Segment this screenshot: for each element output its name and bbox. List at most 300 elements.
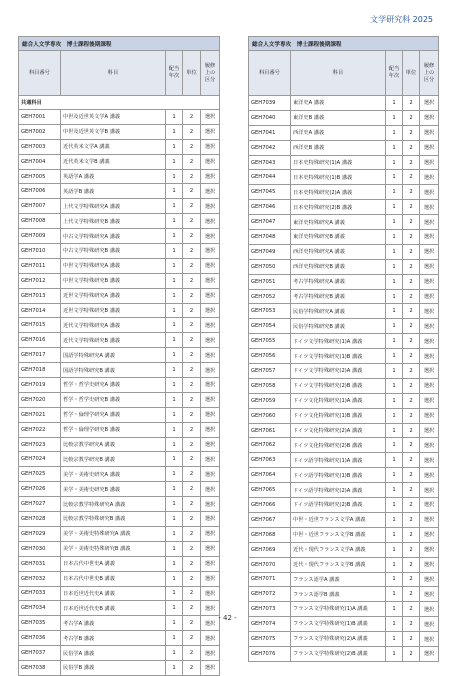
course-code: GEH7058 [249,378,291,393]
course-credits: 2 [183,631,201,646]
table-row [249,96,439,111]
course-requirement: 選択 [420,259,439,274]
course-name: 近代文学特殊研究B 講義 [61,333,166,348]
course-code: GEH7034 [19,601,61,616]
table-row [249,259,439,274]
course-year: 1 [386,185,403,200]
course-year: 1 [166,631,183,646]
column-header-year: 配当年次 [386,51,403,96]
course-requirement: 選択 [201,258,220,273]
course-code: GEH7054 [249,319,291,334]
course-name: 美学・美術史研究A 講義 [61,467,166,482]
table-row [19,124,220,139]
course-name: 東洋史特殊研究A 講義 [291,215,386,230]
course-year: 1 [166,482,183,497]
table-row [249,155,439,170]
course-code: GEH7023 [19,437,61,452]
course-credits: 2 [403,527,420,542]
course-name: 近代英米文学B 講義 [61,154,166,169]
course-requirement: 選択 [201,169,220,184]
course-name: 東洋史特殊研究B 講義 [291,230,386,245]
course-code: GEH7066 [249,498,291,513]
course-code: GEH7024 [19,452,61,467]
course-requirement: 選択 [420,632,439,647]
course-requirement: 選択 [420,572,439,587]
table-row [19,646,220,661]
page-number: - 42 - [218,614,237,622]
course-requirement: 選択 [201,407,220,422]
course-requirement: 選択 [420,304,439,319]
table-row [19,526,220,541]
table-row [249,110,439,125]
table-row [249,557,439,572]
section-label: 共通科目 [19,96,220,110]
course-name: フランス語学A 講義 [291,572,386,587]
table-row [249,215,439,230]
course-year: 1 [166,229,183,244]
course-requirement: 選択 [201,318,220,333]
course-credits: 2 [403,587,420,602]
course-code: GEH7056 [249,349,291,364]
course-credits: 2 [403,140,420,155]
course-requirement: 選択 [201,124,220,139]
course-name: 日本近世近代史A 講義 [61,586,166,601]
course-code: GEH7075 [249,632,291,647]
course-code: GEH7018 [19,363,61,378]
course-year: 1 [166,169,183,184]
course-name: 西洋史A 講義 [291,125,386,140]
course-name: ドイツ語学特殊研究(1)B 講義 [291,468,386,483]
table-row [249,587,439,602]
course-requirement: 選択 [201,244,220,259]
course-code: GEH7065 [249,483,291,498]
course-requirement: 選択 [420,602,439,617]
course-code: GEH7039 [249,96,291,111]
course-credits: 2 [183,571,201,586]
course-code: GEH7010 [19,244,61,259]
course-code: GEH7076 [249,646,291,661]
table-row [249,349,439,364]
course-year: 1 [166,660,183,675]
course-year: 1 [386,483,403,498]
course-requirement: 選択 [201,392,220,407]
course-requirement: 選択 [201,139,220,154]
course-name: フランス文学特殊研究(2)B 講義 [291,646,386,661]
course-credits: 2 [403,438,420,453]
course-year: 1 [166,139,183,154]
course-requirement: 選択 [420,378,439,393]
course-year: 1 [166,318,183,333]
table-row [19,512,220,527]
course-code: GEH7052 [249,289,291,304]
course-code: GEH7060 [249,408,291,423]
course-requirement: 選択 [201,571,220,586]
course-name: 中世・近世フランス文学B 講義 [291,527,386,542]
course-name: 哲学・哲学史研究A 講義 [61,378,166,393]
course-code: GEH7072 [249,587,291,602]
course-name: ドイツ語学特殊研究(2)A 講義 [291,483,386,498]
course-requirement: 選択 [201,601,220,616]
course-credits: 2 [403,364,420,379]
table-title: 総合人文学専攻 博士課程後期課程 [19,37,220,51]
course-code: GEH7006 [19,184,61,199]
course-name: 考古学特殊研究A 講義 [291,274,386,289]
course-credits: 2 [183,437,201,452]
course-year: 1 [166,526,183,541]
course-requirement: 選択 [201,378,220,393]
course-year: 1 [386,542,403,557]
course-requirement: 選択 [420,125,439,140]
course-code: GEH7015 [19,318,61,333]
table-row [19,437,220,452]
table-row [249,378,439,393]
course-year: 1 [386,393,403,408]
course-requirement: 選択 [201,199,220,214]
course-requirement: 選択 [420,408,439,423]
course-credits: 2 [183,556,201,571]
course-requirement: 選択 [201,556,220,571]
column-header-subject: 科目 [61,51,166,96]
course-year: 1 [166,348,183,363]
table-row [249,498,439,513]
course-year: 1 [386,423,403,438]
course-credits: 2 [403,483,420,498]
course-requirement: 選択 [420,498,439,513]
course-requirement: 選択 [420,542,439,557]
course-name: 近代英米文学A 講義 [61,139,166,154]
table-row [249,632,439,647]
course-requirement: 選択 [201,333,220,348]
table-row [249,364,439,379]
course-requirement: 選択 [201,422,220,437]
course-code: GEH7022 [19,422,61,437]
table-row [19,318,220,333]
table-header-row [19,51,220,96]
course-code: GEH7017 [19,348,61,363]
course-year: 1 [166,407,183,422]
course-year: 1 [386,289,403,304]
course-name: 日本近世近代史B 講義 [61,601,166,616]
course-name: 国語学特殊研究B 講義 [61,363,166,378]
table-row [249,185,439,200]
course-year: 1 [386,110,403,125]
course-code: GEH7009 [19,229,61,244]
course-name: ドイツ文学特殊研究(2)A 講義 [291,364,386,379]
course-year: 1 [386,527,403,542]
course-name: 考古学A 講義 [61,616,166,631]
course-year: 1 [386,587,403,602]
course-name: 日本史特殊研究(2)B 講義 [291,200,386,215]
table-row [249,483,439,498]
course-code: GEH7044 [249,170,291,185]
table-row [19,407,220,422]
course-requirement: 選択 [201,497,220,512]
course-name: 近代・現代フランス文学B 講義 [291,557,386,572]
course-credits: 2 [183,244,201,259]
course-code: GEH7035 [19,616,61,631]
course-code: GEH7028 [19,512,61,527]
table-row [249,423,439,438]
table-row [249,244,439,259]
course-year: 1 [166,571,183,586]
course-credits: 2 [183,199,201,214]
course-code: GEH7051 [249,274,291,289]
course-credits: 2 [403,170,420,185]
column-header-requirement: 履修上の区分 [420,51,439,96]
course-requirement: 選択 [420,468,439,483]
course-credits: 2 [403,617,420,632]
course-requirement: 選択 [420,617,439,632]
course-name: 近世文学特殊研究A 講義 [61,288,166,303]
course-credits: 2 [183,616,201,631]
course-code: GEH7062 [249,438,291,453]
table-row [19,452,220,467]
course-name: 哲学・倫理学研究B 講義 [61,422,166,437]
course-requirement: 選択 [201,154,220,169]
course-credits: 2 [403,200,420,215]
course-credits: 2 [403,155,420,170]
course-credits: 2 [183,452,201,467]
course-year: 1 [166,512,183,527]
course-year: 1 [166,273,183,288]
course-name: 民俗学特殊研究A 講義 [291,304,386,319]
course-credits: 2 [183,422,201,437]
course-requirement: 選択 [420,334,439,349]
course-year: 1 [166,422,183,437]
course-requirement: 選択 [420,349,439,364]
course-code: GEH7061 [249,423,291,438]
course-requirement: 選択 [420,423,439,438]
course-requirement: 選択 [420,274,439,289]
course-credits: 2 [183,660,201,675]
course-code: GEH7036 [19,631,61,646]
course-name: 東洋史B 講義 [291,110,386,125]
course-credits: 2 [183,407,201,422]
course-code: GEH7055 [249,334,291,349]
course-requirement: 選択 [420,289,439,304]
course-year: 1 [386,230,403,245]
course-credits: 2 [403,96,420,111]
table-row [249,274,439,289]
course-credits: 2 [183,541,201,556]
table-row [19,631,220,646]
course-code: GEH7032 [19,571,61,586]
course-name: フランス文学特殊研究(1)A 講義 [291,602,386,617]
course-code: GEH7020 [19,392,61,407]
course-year: 1 [166,124,183,139]
course-requirement: 選択 [201,184,220,199]
course-code: GEH7031 [19,556,61,571]
course-year: 1 [166,244,183,259]
course-credits: 2 [403,125,420,140]
course-name: 近代・現代フランス文学A 講義 [291,542,386,557]
course-code: GEH7041 [249,125,291,140]
course-name: 日本古代中世史A 講義 [61,556,166,571]
right-table [248,36,439,662]
course-code: GEH7019 [19,378,61,393]
course-year: 1 [386,557,403,572]
column-header-subject: 科目 [291,51,386,96]
course-requirement: 選択 [420,155,439,170]
course-year: 1 [386,215,403,230]
table-row [249,334,439,349]
course-credits: 2 [183,154,201,169]
course-requirement: 選択 [420,140,439,155]
course-credits: 2 [403,557,420,572]
table-row [19,169,220,184]
course-credits: 2 [183,646,201,661]
course-requirement: 選択 [420,393,439,408]
course-year: 1 [386,244,403,259]
course-credits: 2 [403,230,420,245]
course-name: 西洋史特殊研究A 講義 [291,244,386,259]
table-row [19,497,220,512]
table-row [249,140,439,155]
table-row [19,660,220,675]
course-name: 美学・美術史特殊研究B 講義 [61,541,166,556]
course-code: GEH7005 [19,169,61,184]
course-credits: 2 [403,646,420,661]
course-requirement: 選択 [420,527,439,542]
course-requirement: 選択 [201,646,220,661]
course-credits: 2 [183,184,201,199]
course-name: 東洋史A 講義 [291,96,386,111]
course-credits: 2 [183,318,201,333]
course-year: 1 [386,170,403,185]
course-code: GEH7026 [19,482,61,497]
course-credits: 2 [403,408,420,423]
course-name: ドイツ文学特殊研究(1)A 講義 [291,334,386,349]
course-requirement: 選択 [201,363,220,378]
course-credits: 2 [183,467,201,482]
course-requirement: 選択 [420,557,439,572]
table-row [19,110,220,125]
course-name: 中世及近世英文学A 講義 [61,110,166,125]
course-code: GEH7047 [249,215,291,230]
table-row [249,393,439,408]
course-year: 1 [166,437,183,452]
course-name: 比較宗教学特殊研究B 講義 [61,512,166,527]
table-row [19,199,220,214]
course-credits: 2 [183,378,201,393]
table-row [19,214,220,229]
table-row [19,482,220,497]
course-requirement: 選択 [420,512,439,527]
course-name: 比較宗教学研究A 講義 [61,437,166,452]
course-credits: 2 [183,303,201,318]
table-row [19,333,220,348]
table-row [19,303,220,318]
course-code: GEH7021 [19,407,61,422]
course-name: 国語学特殊研究A 講義 [61,348,166,363]
table-row [19,556,220,571]
course-code: GEH7057 [249,364,291,379]
course-name: 中世及近世英文学B 講義 [61,124,166,139]
course-year: 1 [166,467,183,482]
course-year: 1 [166,452,183,467]
course-requirement: 選択 [201,273,220,288]
column-header-code: 科目番号 [249,51,291,96]
course-code: GEH7030 [19,541,61,556]
column-header-unit: 単位 [403,51,420,96]
course-code: GEH7033 [19,586,61,601]
course-requirement: 選択 [420,438,439,453]
course-name: 近世文学特殊研究B 講義 [61,303,166,318]
course-code: GEH7071 [249,572,291,587]
course-year: 1 [166,184,183,199]
table-row [19,258,220,273]
course-name: 考古学B 講義 [61,631,166,646]
course-code: GEH7059 [249,393,291,408]
table-row [19,378,220,393]
course-code: GEH7008 [19,214,61,229]
course-credits: 2 [403,542,420,557]
course-name: 哲学・哲学史研究B 講義 [61,392,166,407]
course-year: 1 [386,364,403,379]
table-row [19,392,220,407]
table-row [19,273,220,288]
course-credits: 2 [403,632,420,647]
course-name: 考古学特殊研究B 講義 [291,289,386,304]
course-code: GEH7007 [19,199,61,214]
course-year: 1 [386,572,403,587]
course-name: ドイツ文化特殊研究(2)B 講義 [291,438,386,453]
course-code: GEH7004 [19,154,61,169]
course-code: GEH7064 [249,468,291,483]
course-credits: 2 [403,468,420,483]
table-row [19,541,220,556]
course-requirement: 選択 [420,230,439,245]
course-year: 1 [386,155,403,170]
course-requirement: 選択 [420,483,439,498]
course-name: フランス文学特殊研究(1)B 講義 [291,617,386,632]
course-requirement: 選択 [201,631,220,646]
course-year: 1 [166,110,183,125]
course-year: 1 [386,512,403,527]
course-code: GEH7043 [249,155,291,170]
course-name: 中世文学特殊研究A 講義 [61,258,166,273]
column-header-requirement: 履修上の区分 [201,51,220,96]
course-requirement: 選択 [420,215,439,230]
course-year: 1 [386,125,403,140]
course-code: GEH7040 [249,110,291,125]
course-credits: 2 [183,288,201,303]
table-row [249,572,439,587]
course-name: 英語学B 講義 [61,184,166,199]
course-name: 英語学A 講義 [61,169,166,184]
table-header-row [249,51,439,96]
course-credits: 2 [403,110,420,125]
course-name: 上代文学特殊研究B 講義 [61,214,166,229]
table-row [19,288,220,303]
course-code: GEH7045 [249,185,291,200]
course-code: GEH7002 [19,124,61,139]
course-year: 1 [386,646,403,661]
course-year: 1 [386,498,403,513]
course-name: 民俗学A 講義 [61,646,166,661]
course-name: 日本古代中世史B 講義 [61,571,166,586]
course-credits: 2 [403,304,420,319]
course-year: 1 [386,632,403,647]
table-row [249,527,439,542]
course-year: 1 [166,154,183,169]
course-name: 比較宗教学特殊研究A 講義 [61,497,166,512]
course-year: 1 [386,602,403,617]
table-row [19,184,220,199]
course-name: 中世文学特殊研究B 講義 [61,273,166,288]
course-code: GEH7038 [19,660,61,675]
course-code: GEH7037 [19,646,61,661]
